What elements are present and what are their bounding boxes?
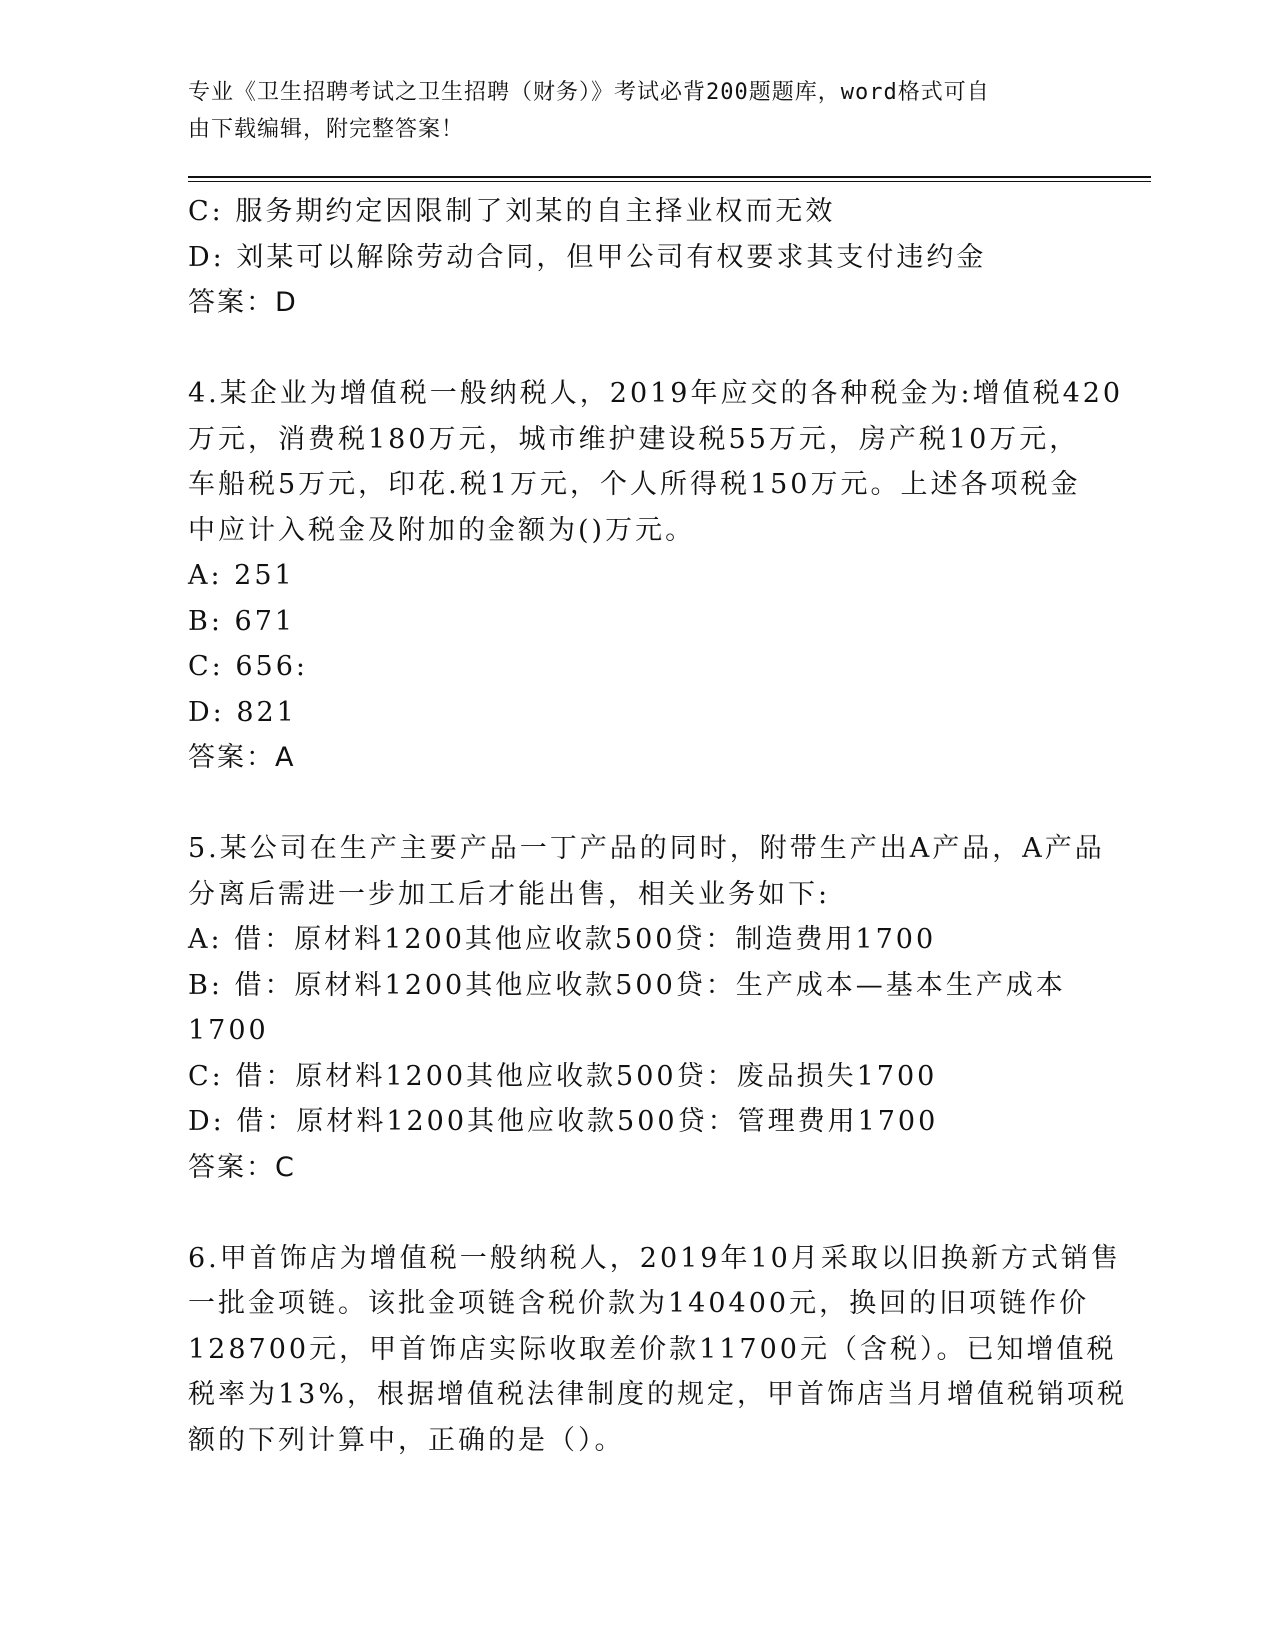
q6-stem-line-3: 128700元，甲首饰店实际收取差价款11700元（含税）。已知增值税 bbox=[188, 1333, 1117, 1365]
header-line-2: 由下载编辑，附完整答案！ bbox=[188, 117, 465, 142]
document-header bbox=[188, 74, 1068, 148]
question-6 bbox=[188, 1236, 1128, 1464]
q6-stem-line-2: 一批金项链。该批金项链含税价款为140400元，换回的旧项链作价 bbox=[188, 1288, 1090, 1319]
q4-option-c: C: 656: bbox=[188, 651, 308, 682]
question-3 bbox=[188, 189, 1088, 326]
header-divider-thin bbox=[188, 181, 1151, 182]
header-divider-thick bbox=[188, 176, 1151, 178]
q5-stem-line-1: 5.某公司在生产主要产品一丁产品的同时，附带生产出A产品，A产品 bbox=[188, 833, 1105, 864]
q3-answer: 答案：D bbox=[188, 287, 298, 318]
question-4 bbox=[188, 371, 1124, 781]
q5-option-b-line-2: 1700 bbox=[188, 1015, 269, 1046]
q4-answer: 答案：A bbox=[188, 742, 296, 773]
q5-option-b-line-1: B: 借：原材料1200其他应收款500贷：生产成本—基本生产成本 bbox=[188, 969, 1066, 1001]
q4-stem-line-3: 车船税5万元，印花.税1万元，个人所得税150万元。上述各项税金 bbox=[188, 469, 1081, 500]
spacer bbox=[188, 781, 1088, 827]
q3-option-c: C: 服务期约定因限制了刘某的自主择业权而无效 bbox=[188, 196, 836, 227]
q5-option-a: A: 借：原材料1200其他应收款500贷：制造费用1700 bbox=[188, 924, 937, 955]
document-body bbox=[188, 189, 1128, 1463]
q5-stem-line-2: 分离后需进一步加工后才能出售，相关业务如下: bbox=[188, 878, 831, 910]
q6-stem-line-1: 6.甲首饰店为增值税一般纳税人，2019年10月采取以旧换新方式销售 bbox=[188, 1242, 1121, 1274]
q5-option-d: D: 借：原材料1200其他应收款500贷：管理费用1700 bbox=[188, 1106, 939, 1137]
spacer bbox=[188, 326, 1088, 372]
spacer bbox=[188, 1190, 1088, 1236]
q5-answer: 答案：C bbox=[188, 1151, 296, 1183]
q6-stem-line-5: 额的下列计算中，正确的是（）。 bbox=[188, 1424, 625, 1456]
q6-stem-line-4: 税率为13%，根据增值税法律制度的规定，甲首饰店当月增值税销项税 bbox=[188, 1379, 1128, 1410]
q3-option-d: D: 刘某可以解除劳动合同，但甲公司有权要求其支付违约金 bbox=[188, 241, 987, 273]
q4-option-d: D: 821 bbox=[188, 696, 297, 728]
q4-stem-line-2: 万元，消费税180万元，城市维护建设税55万元，房产税10万元， bbox=[188, 423, 1080, 455]
question-5 bbox=[188, 826, 1105, 1190]
q4-stem-line-4: 中应计入税金及附加的金额为()万元。 bbox=[188, 514, 696, 546]
q4-option-b: B: 671 bbox=[188, 605, 296, 637]
header-line-1: 专业《卫生招聘考试之卫生招聘（财务）》考试必背200题题库，word格式可自 bbox=[188, 80, 990, 105]
q4-stem-line-1: 4.某企业为增值税一般纳税人，2019年应交的各种税金为:增值税420 bbox=[188, 378, 1124, 409]
q5-option-c: C: 借：原材料1200其他应收款500贷：废品损失1700 bbox=[188, 1060, 938, 1092]
q4-option-a: A: 251 bbox=[188, 560, 295, 591]
